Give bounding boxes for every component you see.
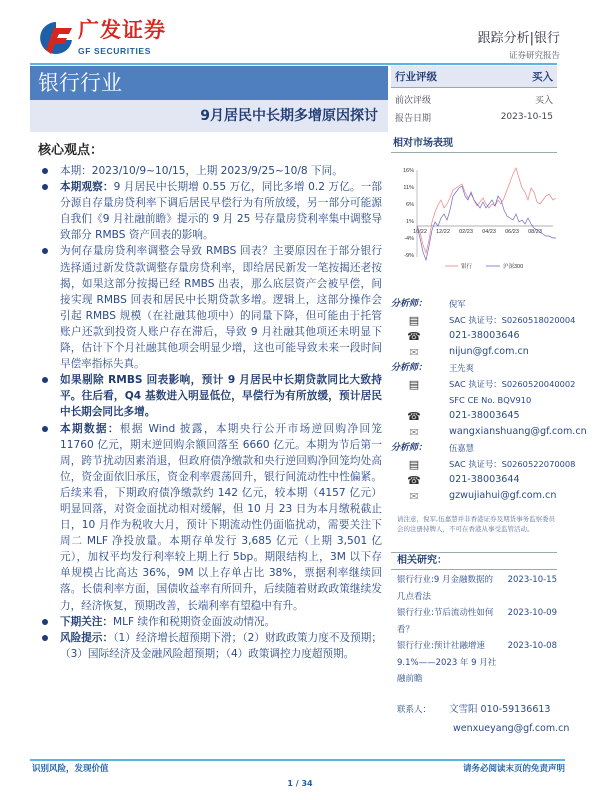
- bullet-text: （1）经济增长超预期下滑；（2）财政政策力度不及预期；（3）国际经济及金融风险超预期；（4）政策调控力度超预期。: [60, 631, 382, 660]
- y-tick-label: -4%: [404, 236, 414, 242]
- related-research-item[interactable]: [397, 605, 557, 638]
- analyst-email[interactable]: nijun@gf.com.cn: [449, 346, 529, 357]
- x-tick-label: 06/23: [505, 229, 519, 235]
- report-type: 跟踪分析|银行: [477, 31, 560, 46]
- y-tick-label: -9%: [404, 253, 414, 259]
- analyst-name: 王先爽: [449, 363, 474, 373]
- certificate-icon: ▤: [408, 314, 420, 327]
- analyst-label: 分析师：: [391, 299, 428, 309]
- y-tick-label: 11%: [403, 185, 414, 191]
- x-tick-label: 10/22: [413, 229, 427, 235]
- bullet-text: 9 月居民中长期增 0.55 万亿，同比多增 0.2 万亿。一部分源自存量房贷利率下调后居民早偿行为有所放缓，另一部分可能源自我们《9 月社融前瞻》提示的 9 月 25 号存量房贷利率集中调整导致部分 RMBS 资产回表的影响。: [60, 181, 383, 242]
- legend-hs300-label: 沪深300: [503, 264, 524, 270]
- x-tick-label: 02/23: [459, 229, 473, 235]
- related-title[interactable]: 银行行业:预计社融增速9.1%——2023 年 9 月社融前瞻: [397, 641, 497, 684]
- certificate-icon: ▤: [408, 378, 420, 391]
- bullet: [40, 372, 382, 420]
- prev-rating-row: [391, 90, 557, 108]
- related-research-item[interactable]: [397, 638, 557, 688]
- divider: [391, 152, 557, 153]
- industry-title: 银行行业: [30, 66, 388, 100]
- analyst-phone: 021-38003645: [449, 410, 520, 421]
- footer-divider: [30, 759, 565, 761]
- core-views-title: 核心观点：: [38, 143, 104, 158]
- bullet-lead: 本期观察：: [60, 181, 114, 194]
- prev-rating-value: 买入: [534, 95, 553, 106]
- logo-text-en: GF SECURITIES: [78, 46, 151, 56]
- phone-icon: ☎: [407, 474, 421, 487]
- analyst-sac: SAC 执证号：S0260518020004: [449, 315, 576, 325]
- analyst-label: 分析师：: [391, 443, 428, 453]
- bullet-lead: 本期数据：: [60, 422, 120, 435]
- analyst-sac: SAC 执证号：S0260522070008: [449, 459, 576, 469]
- x-tick-label: 12/22: [436, 229, 450, 235]
- bullet: [40, 614, 382, 630]
- rating-label: 行业评级: [395, 71, 437, 83]
- analyst-phone: 021-38003646: [449, 330, 520, 341]
- contact-name-phone: 文雪阳 010-59136613: [449, 704, 551, 715]
- rating-box: [391, 66, 557, 126]
- bullet-text: 本期：2023/10/9~10/15，上期 2023/9/25~10/8 下同。: [60, 165, 343, 177]
- footer-disclaimer[interactable]: 请务必阅读末页的免责声明: [462, 764, 565, 774]
- analyst-name: 倪军: [449, 299, 466, 309]
- related-title[interactable]: 银行行业:9 月金融数据的几点看法: [397, 575, 493, 602]
- analyst-sfc: SFC CE No. BQV910: [449, 395, 532, 405]
- related-title[interactable]: 银行行业:节后流动性如何看？: [397, 608, 494, 635]
- analyst-name: 伍嘉慧: [449, 443, 474, 453]
- report-subtitle: 9月居民中长期多增原因探讨: [30, 100, 388, 132]
- y-tick-labels: [403, 168, 414, 259]
- rating-value: 买入: [532, 71, 553, 83]
- prev-rating-label: 前次评级: [395, 95, 432, 106]
- bullet: [40, 179, 382, 243]
- report-date-label: 报告日期: [395, 113, 432, 124]
- report-category: 证券研究报告: [508, 51, 560, 61]
- contact-label: 联系人：: [397, 705, 432, 715]
- header-divider: [30, 63, 557, 65]
- footer-slogan: 识别风险，发现价值: [32, 764, 109, 774]
- y-tick-label: 6%: [406, 202, 414, 208]
- related-date: 2023-10-09: [507, 608, 557, 618]
- analyst-label: 分析师：: [391, 363, 428, 373]
- hs300-series-line: [417, 186, 556, 260]
- y-tick-label: 1%: [406, 219, 414, 225]
- related-research-title: 相关研究：: [397, 555, 447, 566]
- related-research-item[interactable]: [397, 572, 557, 605]
- analyst-phone: 021-38003644: [449, 474, 520, 485]
- report-date-value: 2023-10-15: [500, 112, 553, 122]
- y-tick-label: 16%: [402, 168, 414, 174]
- bullet: [40, 421, 382, 614]
- page-number: 1 / 34: [287, 779, 313, 788]
- bullet-lead: 风险提示：: [60, 631, 114, 644]
- x-tick-label: 08/23: [528, 229, 542, 235]
- email-icon: ✉: [409, 490, 419, 503]
- phone-icon: ☎: [407, 410, 421, 423]
- analyst-email[interactable]: gzwujiahui@gf.com.cn: [449, 490, 557, 501]
- bullet: [40, 630, 382, 662]
- x-tick-label: 04/23: [482, 229, 496, 235]
- contact-email[interactable]: wenxueyang@gf.com.cn: [453, 723, 570, 734]
- related-research-list: [397, 572, 557, 688]
- bullet: [40, 243, 382, 372]
- relative-performance-chart: [390, 160, 560, 275]
- divider: [391, 552, 557, 553]
- relative-performance-title: 相对市场表现: [393, 138, 453, 149]
- contact-block: [397, 704, 570, 735]
- bullet: [40, 163, 382, 179]
- related-date: 2023-10-08: [507, 641, 557, 651]
- email-icon: ✉: [409, 346, 419, 359]
- analyst-note: 请注意，倪军,伍嘉慧并非香港证券及期货事务监察委员会的注册持牌人，不可在香港从事受监管活动。: [397, 515, 556, 533]
- rating-row: [391, 66, 557, 88]
- legend-bank-label: 银行: [461, 264, 473, 270]
- certificate-icon: ▤: [408, 458, 420, 471]
- x-tick-labels: [413, 229, 542, 235]
- related-date: 2023-10-15: [507, 575, 557, 585]
- analyst-email[interactable]: wangxianshuang@gf.com.cn: [449, 426, 587, 437]
- analyst-sac: SAC 执证号：S0260520040002: [449, 379, 576, 389]
- bank-series-line: [417, 168, 556, 253]
- bullet-text: 根据 Wind 披露，本期央行公开市场逆回购净回笼 11760 亿元，期末逆回购余额回落至 6660 亿元。本期为节后第一周，跨节扰动因素消退，但政府债净缴款和央行逆回购净回笼均处高位，资金面依旧承压，资金利率震荡回升，银行间流动性中性偏紧。后续来看，下期政府债净缴款约 142 亿元，较本期（4157 亿元）明显回落，对资金面扰动相对缓解，但 10 月 23 日为本月缴税截止日，10 月作为税收大月，预计下期流动性仍面临扰动，需要关注下周二 MLF 净投放量。本期存单发行 3,685 亿元（上期 3,501 亿元），加权平均发行利率较上期上行 5bp。期限结构上，3M 以下存单规模占比高达 36%，9M 以上存单占比 38%，票据利率继续回落。长债利率方面，国债收益率有所回升，后续随着财政政策继续发力，经济恢复，预期改善，长端利率有望稳中有升。: [60, 422, 383, 612]
- bullet-text: 如果剔除 RMBS 回表影响，预计 9 月居民中长期贷款同比大致持平。往后看，Q4 基数进入明显低位，早偿行为有所放缓，预计居民中长期会同比多增。: [60, 374, 382, 419]
- bullet-text: MLF 续作和税期资金面波动情况。: [112, 615, 276, 628]
- phone-icon: ☎: [407, 330, 421, 343]
- report-date-row: [391, 108, 557, 126]
- bullet-lead: 下期关注：: [60, 615, 113, 628]
- divider: [391, 569, 557, 570]
- logo-text-cn: 广发证券: [78, 18, 166, 42]
- chart-legend: [445, 262, 523, 270]
- email-icon: ✉: [409, 426, 419, 439]
- core-views-body: [40, 163, 382, 662]
- bullet-text: 为何存量房贷利率调整会导致 RMBS 回表？主要原因在于部分银行选择通过新发贷款调整存量房贷利率，即给居民新发一笔按揭还老按揭，如果这部分按揭已经 RMBS 出表，那么底层资产会被早偿，间接实现 RMBS 回表和居民中长期贷款多增。逻辑上，这部分操作会引起 RMBS 规模（在社融其他项中）的同量下降，但可能由于托管账户还款到投资人账户存在滞后，导致 9 月社融其他项还未明显下降，估计下个月社融其他项会明显少增，这也可能导致未来一段时间早偿率指标失真。: [60, 245, 382, 371]
- gf-logo-icon: [38, 20, 74, 56]
